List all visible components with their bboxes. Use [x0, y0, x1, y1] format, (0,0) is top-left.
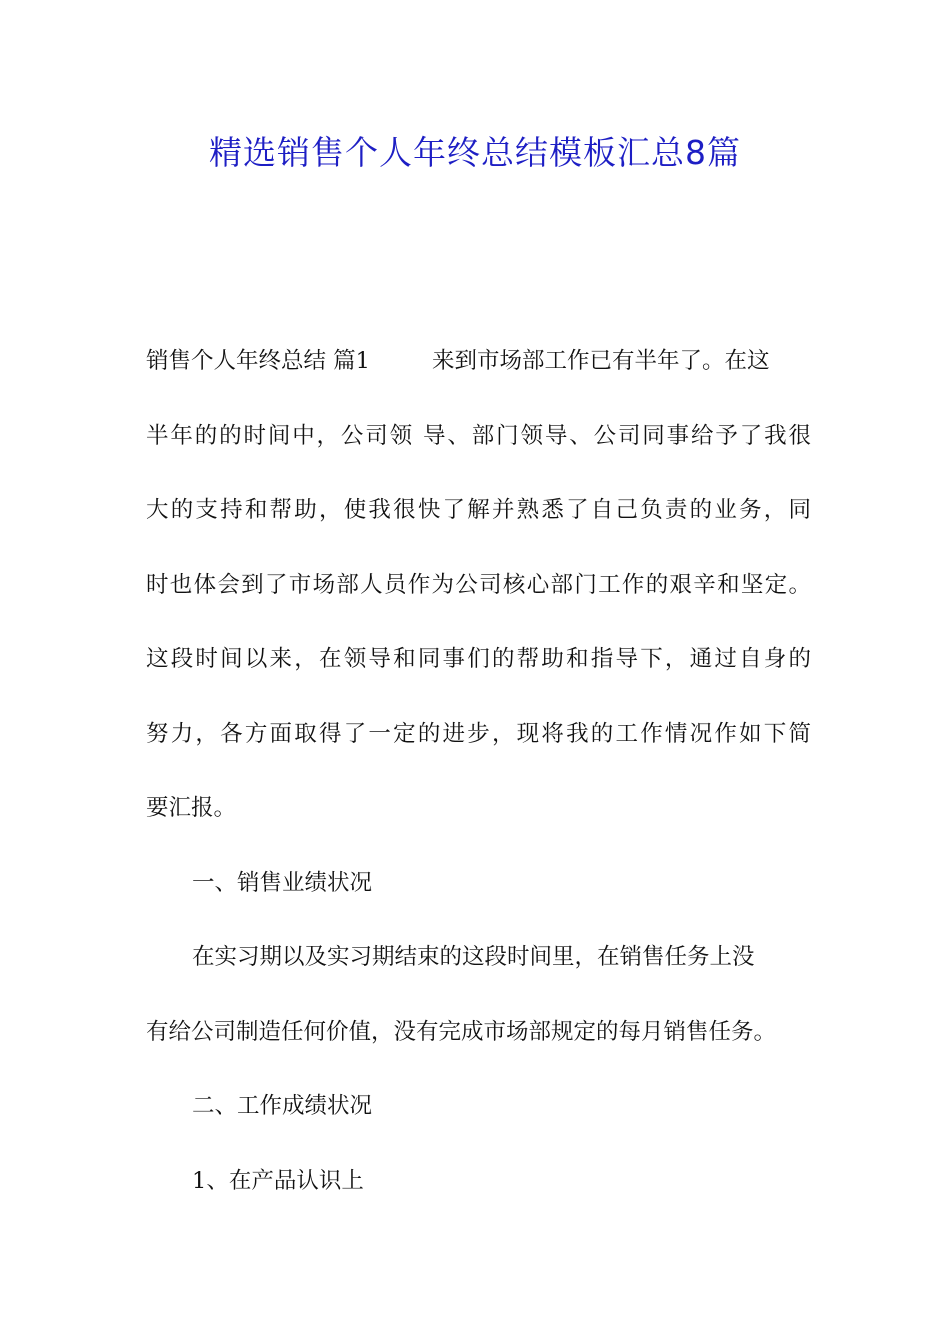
document-body — [146, 346, 811, 1240]
document-title: 精选销售个人年终总结模板汇总8篇 — [209, 133, 741, 172]
paragraph-line: 来到市场部工作已有半年了。在这 — [431, 348, 770, 374]
paragraph-line: 这段时间以来，在领导和同事们的帮助和指导下，通过自身的 — [146, 646, 811, 672]
paragraph-line: 大的支持和帮助，使我很快了解并熟悉了自己负责的业务，同 — [146, 497, 811, 523]
paragraph-line: 时也体会到了市场部人员作为公司核心部门工作的艰辛和坚定。 — [146, 571, 811, 598]
section-heading: 销售个人年终总结 篇1 — [146, 348, 370, 374]
section-heading-work: 二、工作成绩状况 — [192, 1093, 373, 1119]
paragraph-line: 在实习期以及实习期结束的这段时间里，在销售任务上没 — [192, 944, 755, 970]
section-heading-sales: 一、销售业绩状况 — [192, 869, 373, 896]
subsection-heading-product: 1、在产品认识上 — [192, 1167, 364, 1194]
paragraph-line: 有给公司制造任何价值，没有完成市场部规定的每月销售任务。 — [146, 1018, 777, 1045]
paragraph-line: 半年的的时间中，公司领 导、部门领导、公司同事给予了我很 — [146, 422, 811, 449]
paragraph-line: 努力，各方面取得了一定的进步，现将我的工作情况作如下简 — [146, 720, 811, 747]
paragraph-line: 要汇报。 — [146, 795, 237, 821]
text-line — [146, 346, 811, 421]
